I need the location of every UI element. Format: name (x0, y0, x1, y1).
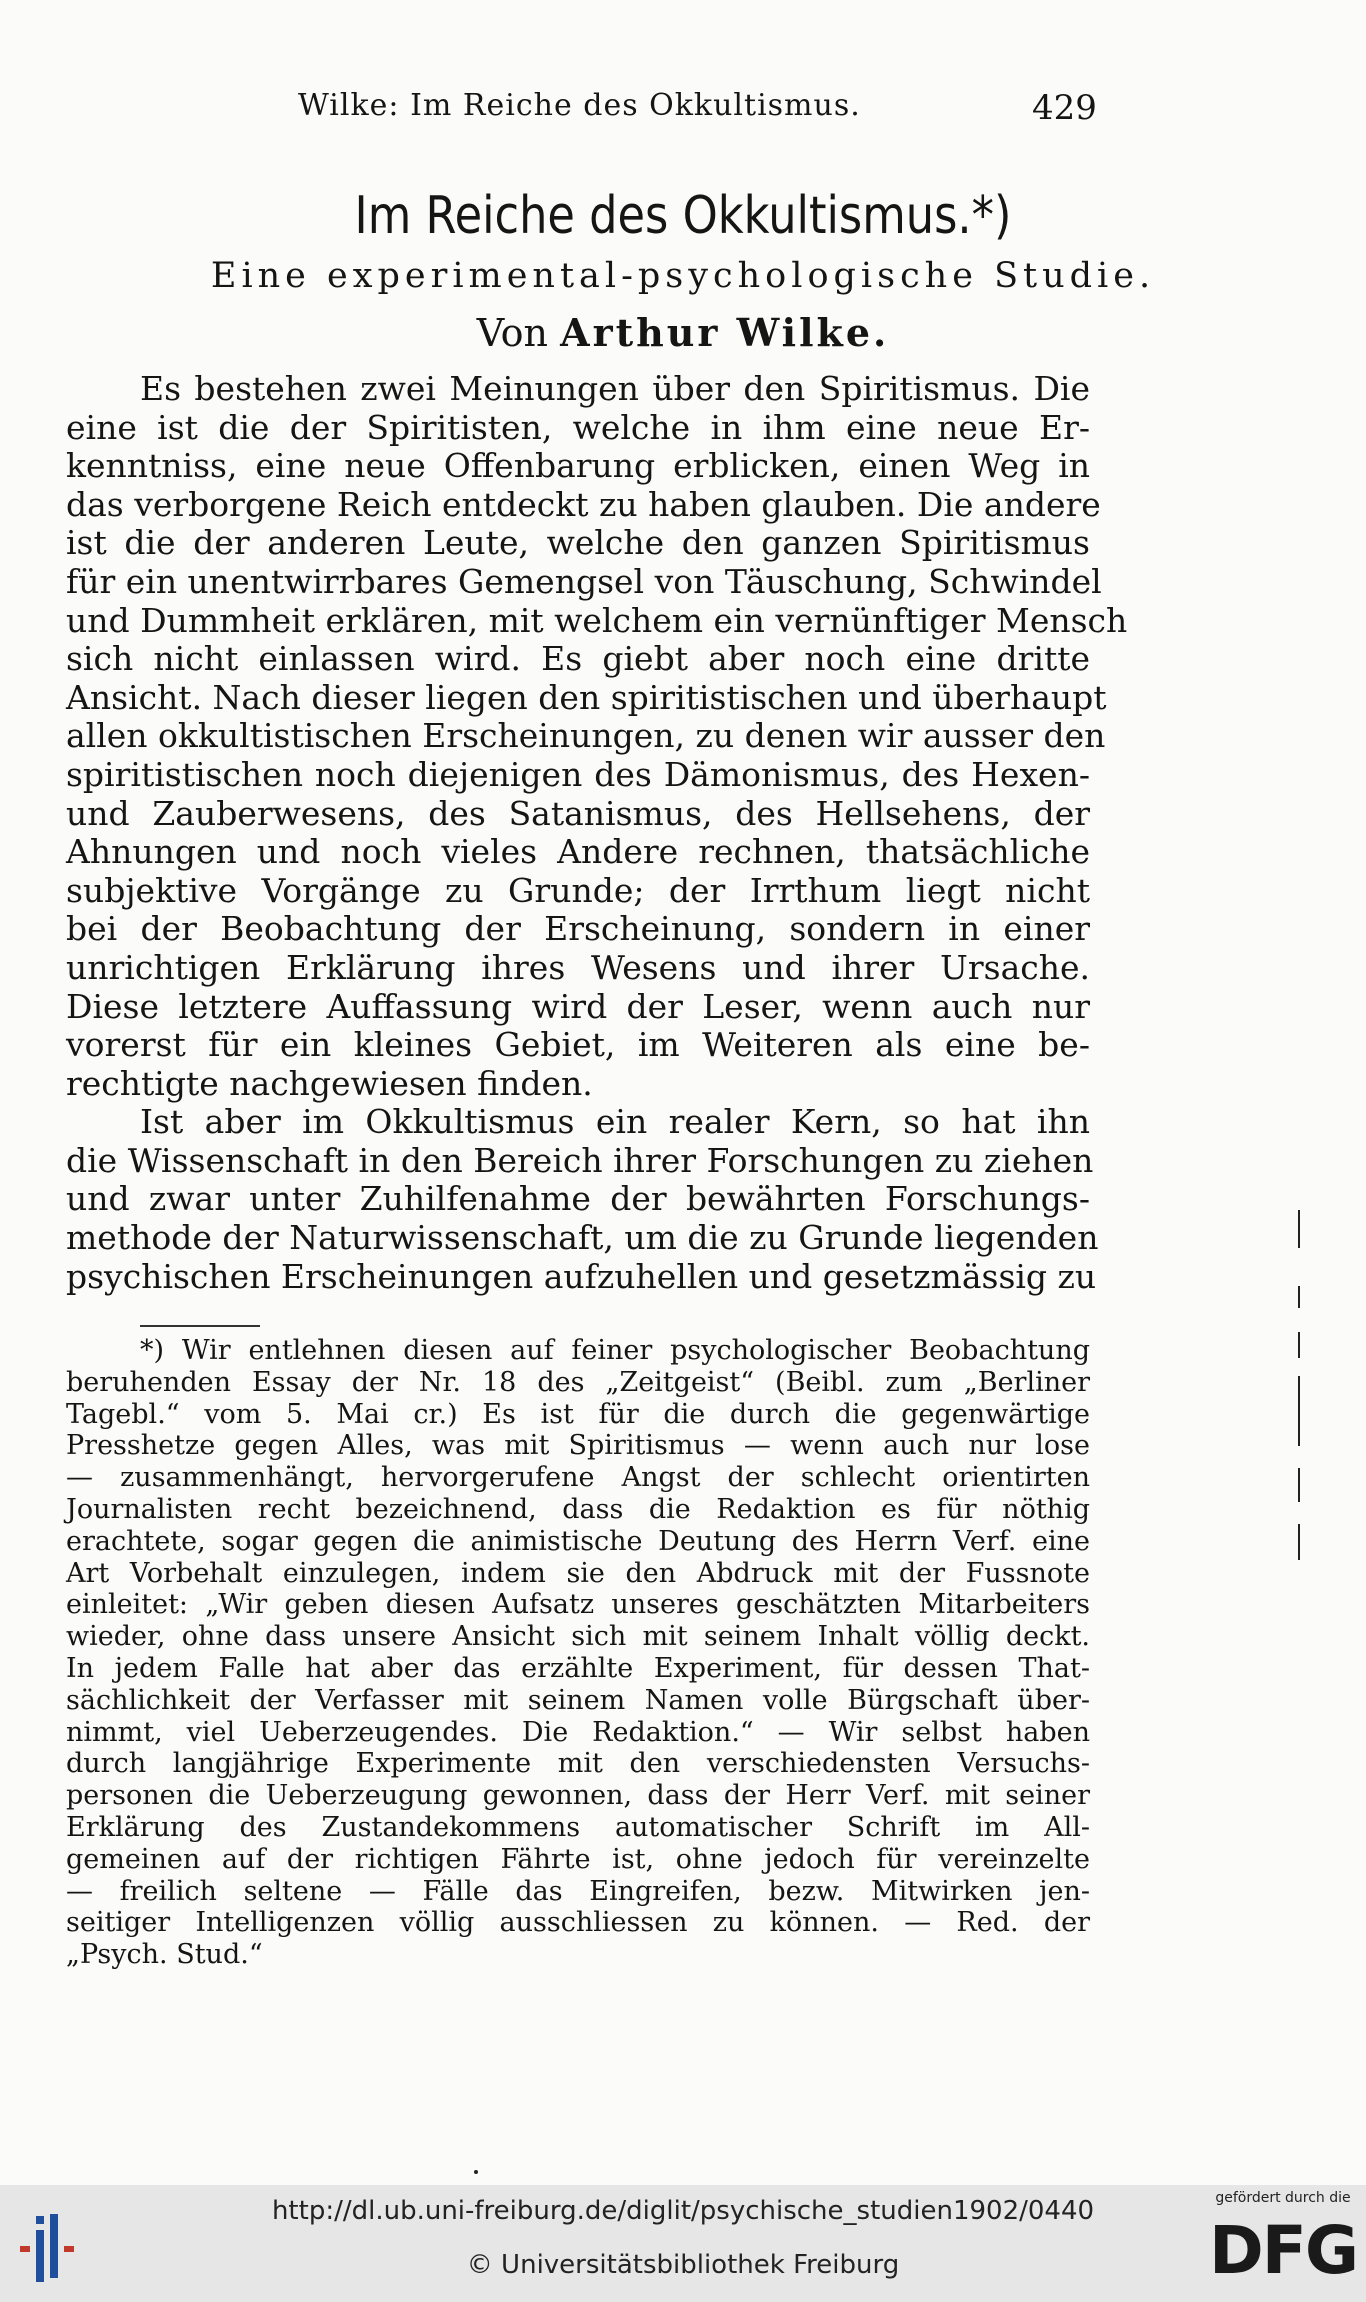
print-speck (474, 2170, 478, 2174)
footnote (66, 1335, 1090, 1971)
margin-mark (1298, 1524, 1300, 1560)
running-head (0, 88, 1366, 138)
dfg-logo-icon: DFG (1208, 2212, 1358, 2289)
footnote-line: gemeinen auf der richtigen Fährte ist, ohne jedoch für vereinzelte (66, 1843, 1090, 1875)
margin-marks (1298, 1210, 1302, 1560)
footnote-line: Tagebl.“ vom 5. Mai cr.) Es ist für die durch die gegenwärtige (66, 1398, 1090, 1430)
footnote-line: *) Wir entlehnen diesen auf feiner psychologischer Beobachtung (140, 1335, 1090, 1366)
footnote-line: In jedem Falle hat aber das erzählte Experiment, für dessen That- (66, 1652, 1090, 1684)
author-name: Arthur Wilke. (560, 310, 890, 355)
margin-mark (1298, 1376, 1300, 1446)
dfg-logo (1208, 2190, 1358, 2300)
margin-mark (1298, 1286, 1300, 1308)
margin-mark (1298, 1210, 1300, 1248)
margin-mark (1298, 1468, 1300, 1502)
footnote-line: beruhenden Essay der Nr. 18 des „Zeitgeist“ (Beibl. zum „Berliner (66, 1366, 1090, 1398)
body-line: unrichtigen Erklärung ihres Wesens und ihrer Ursache. (66, 947, 1090, 987)
body-line: und zwar unter Zuhilfenahme der bewährten Forschungs- (66, 1179, 1090, 1219)
body-line: allen okkultistischen Erscheinungen, zu denen wir ausser den (66, 716, 1106, 756)
body-line: Es bestehen zwei Meinungen über den Spiritismus. Die (140, 369, 1090, 408)
body-line: für ein unentwirrbares Gemengsel von Täuschung, Schwindel (66, 561, 1102, 601)
footnote-line: — freilich seltene — Fälle das Eingreifen, bezw. Mitwirken jen- (66, 1875, 1090, 1907)
footnote-line: personen die Ueberzeugung gewonnen, dass der Herr Verf. mit seiner (66, 1780, 1090, 1812)
footnote-line: einleitet: „Wir geben diesen Aufsatz unseres geschätzten Mitarbeiters (66, 1589, 1090, 1621)
body-line: kenntniss, eine neue Offenbarung erblicken, einen Weg in (66, 446, 1090, 486)
footnote-line: erachtete, sogar gegen die animistische Deutung des Herrn Verf. eine (66, 1525, 1090, 1557)
body-line: die Wissenschaft in den Bereich ihrer Forschungen zu ziehen (66, 1140, 1094, 1180)
footnote-line: Erklärung des Zustandekommens automatischer Schrift im All- (66, 1811, 1090, 1843)
body-line: Diese letztere Auffassung wird der Leser, wenn auch nur (66, 986, 1090, 1026)
footnote-line: Presshetze gegen Alles, was mit Spiritismus — wenn auch nur lose (66, 1430, 1090, 1462)
dfg-caption: gefördert durch die (1215, 2190, 1351, 2206)
body-line: das verborgene Reich entdeckt zu haben glauben. Die andere (66, 484, 1101, 524)
body-line: ist die der anderen Leute, welche den ganzen Spiritismus (66, 523, 1090, 563)
body-line: eine ist die der Spiritisten, welche in ihm eine neue Er- (66, 407, 1090, 447)
footnote-line: wieder, ohne dass unsere Ansicht sich mit seinem Inhalt völlig deckt. (66, 1621, 1090, 1653)
footnote-line: seitiger Intelligenzen völlig ausschliessen zu können. — Red. der (66, 1907, 1090, 1939)
footnote-divider (140, 1325, 260, 1327)
footnote-line: Art Vorbehalt einzulegen, indem sie den Abdruck mit der Fussnote (66, 1557, 1090, 1589)
body-line: methode der Naturwissenschaft, um die zu Grunde liegenden (66, 1218, 1099, 1258)
body-line: vorerst für ein kleines Gebiet, im Weiteren als eine be- (66, 1025, 1090, 1065)
body-line: spiritistischen noch diejenigen des Dämonismus, des Hexen- (66, 754, 1090, 794)
article-title: Im Reiche des Okkultismus.*) (354, 186, 1012, 246)
footnote-line: — zusammenhängt, hervorgerufene Angst der schlecht orientirten (66, 1462, 1090, 1494)
body-line: und Zauberwesens, des Satanismus, des Hellsehens, der (66, 793, 1090, 833)
margin-mark (1298, 1332, 1300, 1358)
footnote-line: Journalisten recht bezeichnend, dass die Redaktion es für nöthig (66, 1493, 1090, 1525)
byline (0, 310, 1366, 355)
body-line: rechtigte nachgewiesen finden. (66, 1063, 593, 1103)
footnote-line: durch langjährige Experimente mit den verschiedensten Versuchs- (66, 1748, 1090, 1780)
footnote-line: sächlichkeit der Verfasser mit seinem Namen volle Bürgschaft über- (66, 1684, 1090, 1716)
body-line: und Dummheit erklären, mit welchem ein vernünftiger Mensch (66, 600, 1128, 640)
copyright-notice: © Universitätsbibliothek Freiburg (466, 2250, 900, 2280)
body-line: subjektive Vorgänge zu Grunde; der Irrthum liegt nicht (66, 870, 1090, 910)
body-line: psychischen Erscheinungen aufzuhellen und gesetzmässig zu (66, 1256, 1097, 1296)
running-title: Wilke: Im Reiche des Okkultismus. (298, 88, 861, 123)
body-line: Ahnungen und noch vieles Andere rechnen, thatsächliche (66, 832, 1090, 872)
article-subtitle: Eine experimental-psychologische Studie. (210, 256, 1156, 296)
permalink-url[interactable]: http://dl.ub.uni-freiburg.de/diglit/psychische_studien1902/0440 (271, 2196, 1095, 2226)
footnote-line: nimmt, viel Ueberzeugendes. Die Redaktion.“ — Wir selbst haben (66, 1716, 1090, 1748)
footnote-line: „Psych. Stud.“ (66, 1939, 263, 1971)
page-number: 429 (1032, 88, 1097, 128)
byline-prefix: Von (476, 311, 549, 355)
body-line: Ist aber im Okkultismus ein realer Kern, so hat ihn (140, 1102, 1090, 1142)
body-line: bei der Beobachtung der Erscheinung, sondern in einer (66, 909, 1090, 949)
body-line: sich nicht einlassen wird. Es giebt aber noch eine dritte (66, 639, 1090, 679)
body-line: Ansicht. Nach dieser liegen den spiritistischen und überhaupt (66, 677, 1107, 717)
article-body (66, 369, 1128, 1296)
